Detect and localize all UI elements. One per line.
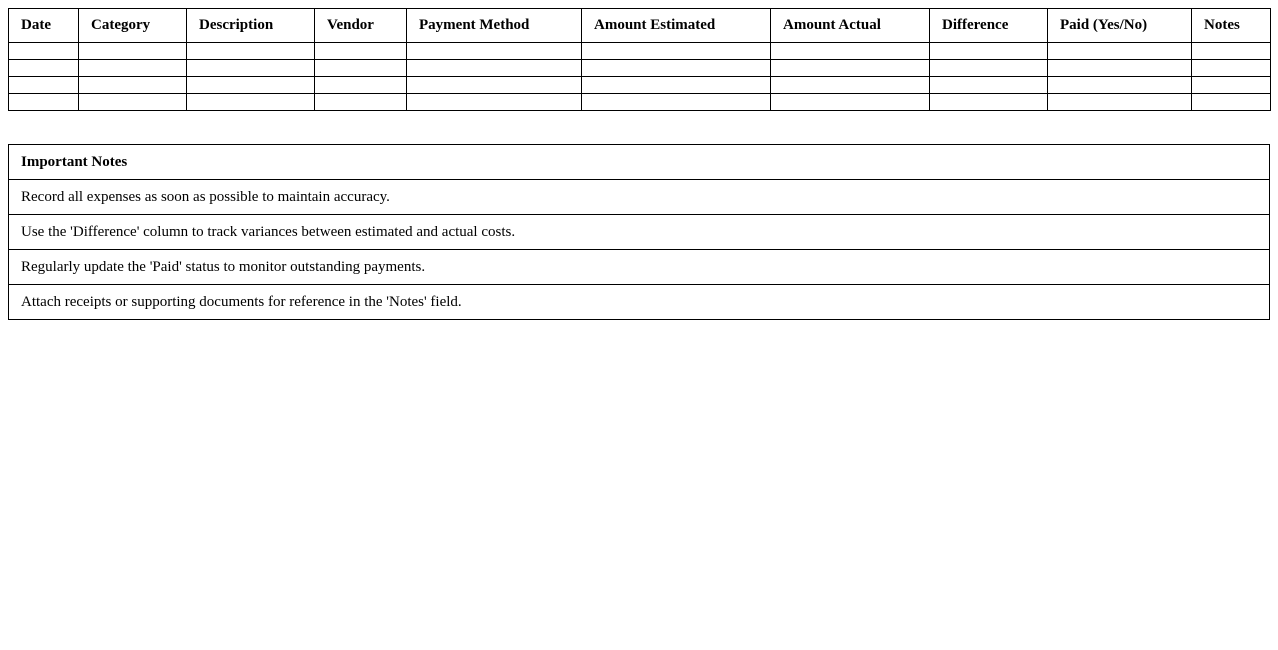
table-cell[interactable] <box>771 43 930 60</box>
page-content <box>8 8 1270 320</box>
table-cell[interactable] <box>582 77 771 94</box>
notes-header-row <box>9 145 1270 180</box>
table-cell[interactable] <box>9 94 79 111</box>
column-header-payment-method: Payment Method <box>407 9 582 43</box>
column-header-description: Description <box>187 9 315 43</box>
note-row <box>9 215 1270 250</box>
column-header-date: Date <box>9 9 79 43</box>
expense-table-header-row <box>9 9 1271 43</box>
table-cell[interactable] <box>187 60 315 77</box>
column-header-amount-estimated: Amount Estimated <box>582 9 771 43</box>
table-cell[interactable] <box>1192 94 1271 111</box>
table-cell[interactable] <box>1192 60 1271 77</box>
table-row <box>9 77 1271 94</box>
table-cell[interactable] <box>930 94 1048 111</box>
table-cell[interactable] <box>1048 60 1192 77</box>
table-cell[interactable] <box>79 77 187 94</box>
table-cell[interactable] <box>79 94 187 111</box>
table-cell[interactable] <box>1192 43 1271 60</box>
table-cell[interactable] <box>9 60 79 77</box>
table-cell[interactable] <box>407 77 582 94</box>
table-row <box>9 60 1271 77</box>
expense-table <box>8 8 1271 111</box>
table-cell[interactable] <box>1048 43 1192 60</box>
table-cell[interactable] <box>315 77 407 94</box>
table-cell[interactable] <box>9 43 79 60</box>
column-header-amount-actual: Amount Actual <box>771 9 930 43</box>
table-cell[interactable] <box>771 60 930 77</box>
note-row <box>9 180 1270 215</box>
table-cell[interactable] <box>9 77 79 94</box>
table-cell[interactable] <box>582 43 771 60</box>
table-cell[interactable] <box>315 43 407 60</box>
note-row <box>9 250 1270 285</box>
table-cell[interactable] <box>930 60 1048 77</box>
table-cell[interactable] <box>407 43 582 60</box>
column-header-vendor: Vendor <box>315 9 407 43</box>
table-row <box>9 43 1271 60</box>
column-header-notes: Notes <box>1192 9 1271 43</box>
table-cell[interactable] <box>1048 77 1192 94</box>
note-row <box>9 285 1270 320</box>
table-cell[interactable] <box>1192 77 1271 94</box>
table-cell[interactable] <box>930 77 1048 94</box>
column-header-paid: Paid (Yes/No) <box>1048 9 1192 43</box>
table-cell[interactable] <box>187 43 315 60</box>
table-cell[interactable] <box>79 43 187 60</box>
table-cell[interactable] <box>187 94 315 111</box>
important-notes-table <box>8 144 1270 320</box>
table-cell[interactable] <box>315 94 407 111</box>
column-header-difference: Difference <box>930 9 1048 43</box>
table-cell[interactable] <box>407 60 582 77</box>
table-cell[interactable] <box>930 43 1048 60</box>
note-item: Record all expenses as soon as possible to maintain accuracy. <box>9 180 1270 215</box>
note-item: Attach receipts or supporting documents for reference in the 'Notes' field. <box>9 285 1270 320</box>
table-cell[interactable] <box>1048 94 1192 111</box>
table-cell[interactable] <box>315 60 407 77</box>
table-cell[interactable] <box>407 94 582 111</box>
table-row <box>9 94 1271 111</box>
table-cell[interactable] <box>771 94 930 111</box>
note-item: Regularly update the 'Paid' status to monitor outstanding payments. <box>9 250 1270 285</box>
table-cell[interactable] <box>79 60 187 77</box>
table-cell[interactable] <box>187 77 315 94</box>
notes-heading: Important Notes <box>9 145 1270 180</box>
table-cell[interactable] <box>771 77 930 94</box>
note-item: Use the 'Difference' column to track variances between estimated and actual costs. <box>9 215 1270 250</box>
column-header-category: Category <box>79 9 187 43</box>
table-cell[interactable] <box>582 60 771 77</box>
table-cell[interactable] <box>582 94 771 111</box>
